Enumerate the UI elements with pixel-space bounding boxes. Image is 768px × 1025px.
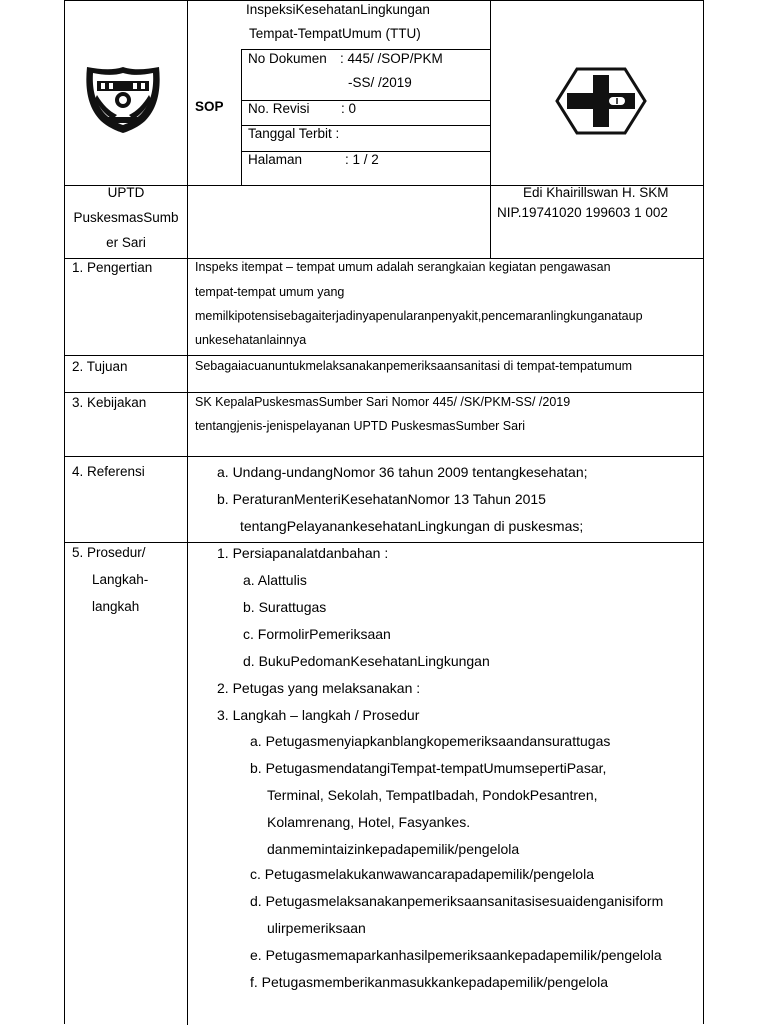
prosedur-substep: c. Petugasmelakukanwawancarapadapemilik/pengelola xyxy=(250,866,594,882)
unit-name-line3: er Sari xyxy=(106,235,146,250)
unit-name-line1: UPTD xyxy=(107,185,145,200)
row-divider xyxy=(65,355,703,356)
signer-name: Edi Khairillswan H. SKM xyxy=(523,185,669,200)
section-label-tujuan: 2. Tujuan xyxy=(72,359,128,374)
prosedur-substep-cont: ulirpemeriksaan xyxy=(267,920,366,936)
prosedur-step: 2. Petugas yang melaksanakan : xyxy=(217,680,421,696)
puskesmas-logo-icon xyxy=(553,65,649,137)
prosedur-substep: c. FormolirPemeriksaan xyxy=(243,626,391,642)
prosedur-step: 3. Langkah – langkah / Prosedur xyxy=(217,707,420,723)
terbit-label: Tanggal Terbit : xyxy=(248,126,340,141)
section-label-prosedur: Langkah- xyxy=(92,572,149,587)
column-divider xyxy=(187,1,188,1025)
tujuan-text: Sebagaiacuanuntukmelaksanakanpemeriksaansanitasi di tempat-tempatumum xyxy=(195,359,633,373)
row-divider xyxy=(65,456,703,457)
prosedur-substep: a. Alattulis xyxy=(243,572,307,588)
referensi-item: a. Undang-undangNomor 36 tahun 2009 tentangkesehatan; xyxy=(217,464,588,480)
prosedur-substep: d. Petugasmelaksanakanpemeriksaansanitasisesuaidenganisiform xyxy=(250,893,664,909)
section-label-referensi: 4. Referensi xyxy=(72,464,145,479)
prosedur-substep: d. BukuPedomanKesehatanLingkungan xyxy=(243,653,490,669)
section-label-kebijakan: 3. Kebijakan xyxy=(72,395,147,410)
regional-emblem-icon xyxy=(83,65,163,135)
pengertian-line: memilkipotensisebagaiterjadinyapenularanpenyakit,pencemaranlingkunganataup xyxy=(195,309,643,323)
prosedur-substep: a. Petugasmenyiapkanblangkopemeriksaandansurattugas xyxy=(250,733,611,749)
row-divider xyxy=(65,392,703,393)
prosedur-substep: b. PetugasmendatangiTempat-tempatUmumsepertiPasar, xyxy=(250,760,607,776)
prosedur-substep-cont: Kolamrenang, Hotel, Fasyankes. xyxy=(267,814,471,830)
doc-no-value: : 445/ /SOP/PKM xyxy=(340,51,443,66)
logo-divider xyxy=(490,1,491,258)
sop-divider xyxy=(241,49,242,185)
pengertian-line: tempat-tempat umum yang xyxy=(195,285,345,299)
prosedur-substep: f. Petugasmemberikanmasukkankepadapemilik/pengelola xyxy=(250,974,608,990)
kebijakan-line: SK KepalaPuskesmasSumber Sari Nomor 445/ /SK/PKM-SS/ /2019 xyxy=(195,395,571,409)
section-label-prosedur: 5. Prosedur/ xyxy=(72,545,146,560)
pengertian-line: Inspeks itempat – tempat umum adalah serangkaian kegiatan pengawasan xyxy=(195,260,611,274)
sop-label: SOP xyxy=(195,99,224,114)
doc-no-value-cont: -SS/ /2019 xyxy=(348,75,412,90)
doc-no-label: No Dokumen xyxy=(248,51,327,66)
revisi-label: No. Revisi xyxy=(248,101,310,116)
sop-title-line1: InspeksiKesehatanLingkungan xyxy=(246,2,430,17)
sop-title-line2: Tempat-TempatUmum (TTU) xyxy=(249,26,421,41)
row-divider xyxy=(65,542,703,543)
halaman-value: : 1 / 2 xyxy=(345,152,379,167)
referensi-item-cont: tentangPelayanankesehatanLingkungan di puskesmas; xyxy=(240,518,584,534)
prosedur-substep: e. Petugasmemaparkanhasilpemeriksaankepadapemilik/pengelola xyxy=(250,947,662,963)
sop-document xyxy=(64,0,704,1024)
row-divider xyxy=(241,49,490,50)
halaman-label: Halaman xyxy=(248,152,303,167)
prosedur-step: 1. Persiapanalatdanbahan : xyxy=(217,545,389,561)
prosedur-substep-cont: Terminal, Sekolah, TempatIbadah, PondokPesantren, xyxy=(267,787,598,803)
signer-nip: NIP.19741020 199603 1 002 xyxy=(497,205,668,220)
kebijakan-line: tentangjenis-jenispelayanan UPTD PuskesmasSumber Sari xyxy=(195,419,526,433)
prosedur-substep-cont: danmemintaizinkepadapemilik/pengelola xyxy=(267,841,520,857)
prosedur-substep: b. Surattugas xyxy=(243,599,327,615)
pengertian-line: unkesehatanlainnya xyxy=(195,333,307,347)
section-label-pengertian: 1. Pengertian xyxy=(72,260,153,275)
revisi-value: : 0 xyxy=(341,101,357,116)
section-label-prosedur: langkah xyxy=(92,599,140,614)
unit-name-line2: PuskesmasSumb xyxy=(73,210,179,225)
referensi-item: b. PeraturanMenteriKesehatanNomor 13 Tahun 2015 xyxy=(217,491,546,507)
